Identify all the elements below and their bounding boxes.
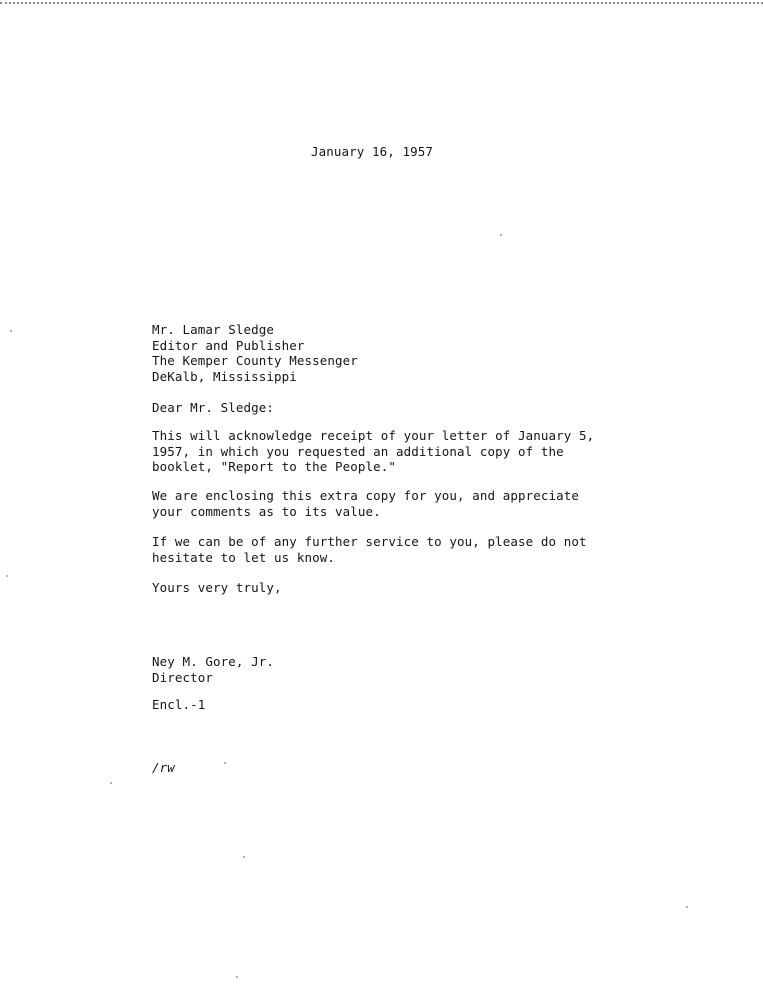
scan-speck	[236, 976, 238, 978]
paragraph-line: your comments as to its value.	[152, 503, 381, 519]
scan-speck	[224, 762, 226, 764]
body-paragraph-2	[152, 488, 579, 519]
recipient-title: Editor and Publisher	[152, 337, 305, 353]
recipient-location: DeKalb, Mississippi	[152, 368, 297, 384]
paragraph-line: We are enclosing this extra copy for you, and appreciate	[152, 488, 580, 503]
paragraph-line: This will acknowledge receipt of your letter of January 5,	[152, 428, 595, 443]
recipient-address	[152, 322, 358, 384]
scan-speck	[686, 906, 688, 908]
scan-speck	[500, 234, 502, 236]
signer-name: Ney M. Gore, Jr.	[152, 654, 275, 669]
scan-speck	[110, 782, 112, 784]
paragraph-line: If we can be of any further service to you, please do not	[152, 534, 587, 549]
signature-block	[152, 654, 274, 685]
paragraph-line: 1957, in which you requested an additional copy of the	[152, 443, 564, 459]
scan-speck	[10, 330, 12, 332]
body-paragraph-3	[152, 534, 587, 565]
recipient-name: Mr. Lamar Sledge	[152, 322, 275, 337]
paragraph-line: booklet, "Report to the People."	[152, 459, 397, 474]
signer-title: Director	[152, 669, 214, 685]
letter-date: January 16, 1957	[311, 144, 434, 159]
enclosure-notation: Encl.-1	[152, 697, 206, 712]
salutation: Dear Mr. Sledge:	[152, 400, 275, 415]
recipient-organization: The Kemper County Messenger	[152, 353, 358, 368]
typist-initials: /rw	[152, 760, 175, 775]
scan-speck	[6, 575, 8, 577]
body-paragraph-1	[152, 428, 594, 475]
paragraph-line: hesitate to let us know.	[152, 549, 336, 565]
scan-speck	[243, 856, 245, 858]
complimentary-closing: Yours very truly,	[152, 580, 282, 595]
